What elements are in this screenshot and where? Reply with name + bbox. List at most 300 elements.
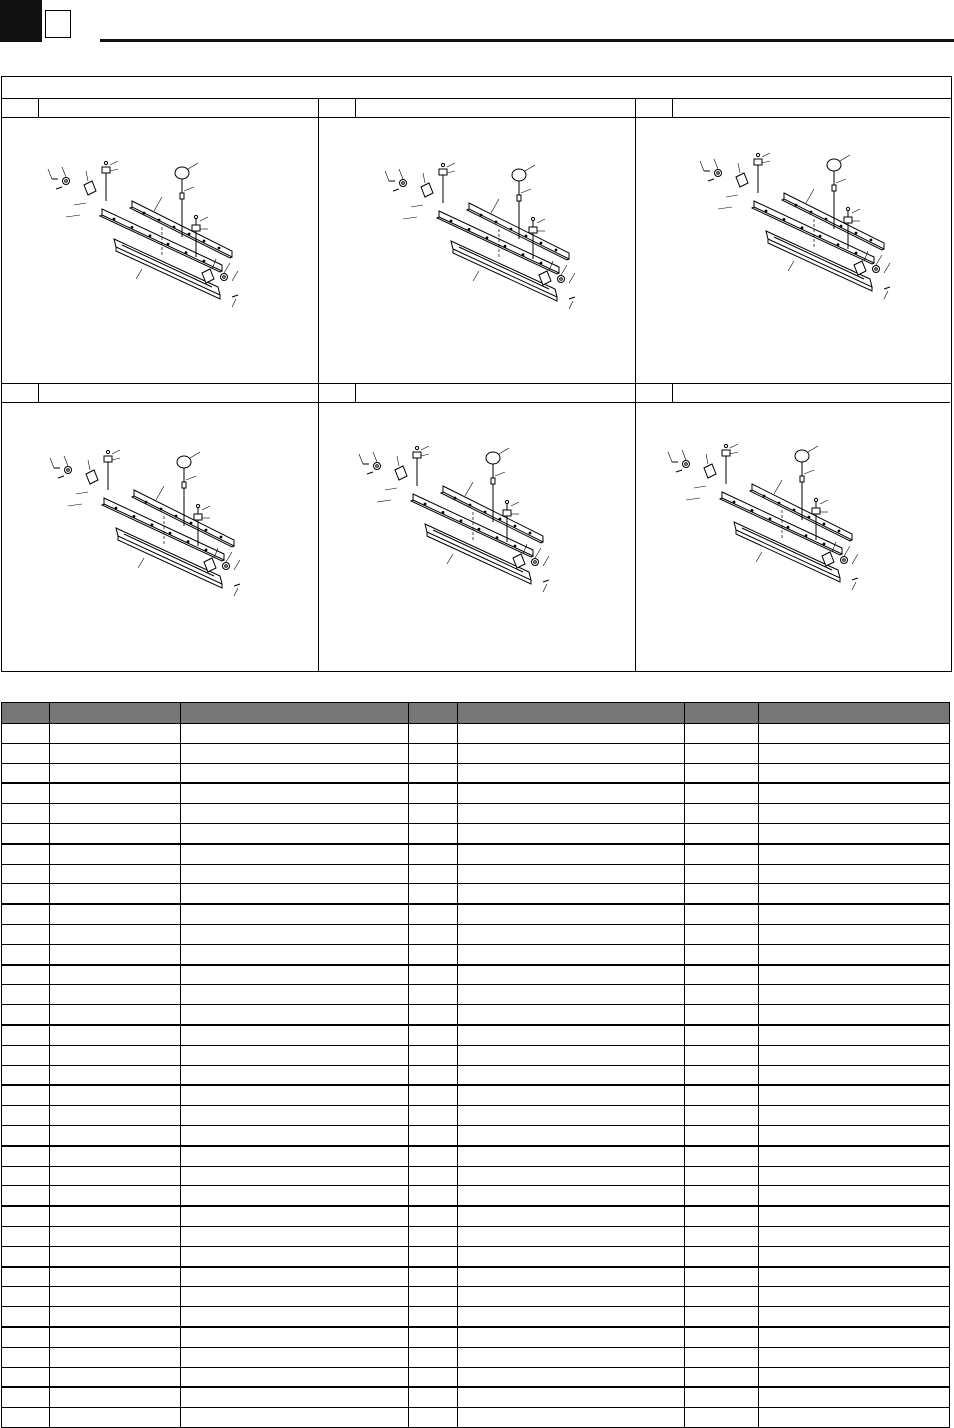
table-cell [759,724,950,744]
table-cell [181,1085,409,1105]
table-cell [759,1347,950,1367]
leader-line [66,215,80,217]
table-cell [458,1267,685,1287]
leader-line [188,163,198,169]
leader-line [359,454,363,464]
table-cell [181,985,409,1005]
leader-line [421,454,429,456]
table-cell [50,884,181,904]
table-cell [759,1206,950,1226]
table-cell [2,1106,50,1126]
rail-hole [808,516,810,518]
table-cell [181,1267,409,1287]
table-cell [181,1005,409,1025]
table-cell [2,724,50,744]
section-number-box [45,10,71,38]
parts-table-body [2,724,950,1428]
rail-hole [499,518,501,520]
panel-header-3 [636,99,950,118]
panel-header-4 [2,384,318,403]
rail-hole [167,243,169,245]
bolt [672,462,682,472]
table-cell [685,864,759,884]
table-cell [759,965,950,985]
leader-line [232,299,236,307]
table-row [2,823,950,843]
rail-hole [145,501,147,503]
leader-line [48,169,52,179]
table-cell [759,904,950,924]
table-cell [181,823,409,843]
bolt [884,287,890,289]
rail-hole [460,520,462,522]
table-cell [50,1246,181,1266]
table-row [2,1367,950,1387]
table-cell [181,743,409,763]
table-cell [409,1387,458,1407]
panel-number [2,384,39,402]
table-cell [458,783,685,803]
exploded-assembly [48,161,238,307]
table-row [2,844,950,864]
table-cell [685,1045,759,1065]
table-cell [50,1166,181,1186]
table-row [2,804,950,824]
leader-line [74,203,86,205]
table-cell [181,1186,409,1206]
table-cell [759,1327,950,1347]
table-cell [181,783,409,803]
leader-line [154,197,162,211]
leader-line [473,271,479,281]
panel-number [319,384,356,402]
table-cell [759,1085,950,1105]
screw [196,504,199,507]
table-cell [181,904,409,924]
screw [814,498,817,501]
table-cell [759,1125,950,1145]
leader-line [411,205,423,207]
hinge-bracket [84,181,96,195]
leader-line [686,498,700,500]
table-cell [458,1085,685,1105]
leader-line [762,153,770,157]
table-cell [685,844,759,864]
table-cell [759,1186,950,1206]
upright-cap [104,456,112,462]
table-cell [685,1085,759,1105]
table-row [2,1408,950,1428]
table-cell [685,1005,759,1025]
table-cell [181,1246,409,1266]
table-row [2,1005,950,1025]
rail-hole [175,515,177,517]
table-cell [685,1347,759,1367]
hinge-bracket [395,466,407,480]
table-cell [458,864,685,884]
leader-line [112,450,120,454]
table-row [2,743,950,763]
bolt [52,179,62,189]
table-cell [50,1327,181,1347]
table-cell [2,1005,50,1025]
table-cell [2,985,50,1005]
extrusion-groove [459,247,549,289]
leader-line [499,448,509,454]
rail-hole [819,235,821,237]
rail-hole [765,210,767,212]
table-cell [759,783,950,803]
rail-hole [810,211,812,213]
rail-hole [115,507,117,509]
table-cell [685,1025,759,1045]
table-cell [409,944,458,964]
hinge-bracket [421,183,433,197]
table-cell [2,1226,50,1246]
extrusion-groove [124,534,214,576]
table-cell [685,1166,759,1186]
leader-line [385,171,389,181]
table-cell [2,743,50,763]
extrusion-groove [433,530,523,572]
upright-cap [722,450,730,456]
table-row [2,1267,950,1287]
washer-hole [875,268,878,271]
table-cell [181,1408,409,1428]
leader-line [537,219,545,223]
upright-cap [413,452,421,458]
leader-line [50,458,54,468]
table-cell [458,804,685,824]
exploded-assembly [385,163,575,309]
hinge-bracket [736,173,748,187]
table-cell [2,965,50,985]
table-row [2,783,950,803]
screw [846,207,849,210]
table-cell [409,823,458,843]
table-row [2,1125,950,1145]
table-cell [409,844,458,864]
table-cell [409,1226,458,1246]
table-cell [409,1367,458,1387]
table-cell [458,944,685,964]
leader-line [852,582,856,590]
rail-hole [495,221,497,223]
table-cell [409,864,458,884]
bolt [704,171,714,181]
table-row [2,724,950,744]
rail-hole [480,214,482,216]
upright-cap [754,159,762,165]
screw [194,215,197,218]
washer-hole [717,172,720,175]
table-cell [685,1387,759,1407]
table-cell [685,1327,759,1347]
table-cell [685,763,759,783]
leader-line [700,161,704,171]
table-cell [409,1106,458,1126]
table-cell [2,1267,50,1287]
rail-hole [173,226,175,228]
table-cell [458,724,685,744]
rail-hole [496,537,498,539]
table-cell [2,1287,50,1307]
table-cell [759,884,950,904]
rail-hole [188,233,190,235]
exploded-assembly [668,444,858,590]
bolt [569,297,575,299]
table-cell [759,1025,950,1045]
table-cell [409,1085,458,1105]
table-cell [685,904,759,924]
table-cell [759,804,950,824]
rail-hole [763,495,765,497]
table-cell [50,1206,181,1226]
table-cell [458,924,685,944]
leader-line [112,458,120,460]
leader-line [694,486,706,488]
table-cell [759,1166,950,1186]
extrusion-groove [122,245,212,287]
table-cell [2,1045,50,1065]
washer-hole [534,561,537,564]
table-cell [409,1408,458,1428]
table-cell [50,1387,181,1407]
exploded-assembly [359,446,549,592]
table-cell [685,1367,759,1387]
leader-line [884,263,890,273]
table-cell [409,1267,458,1287]
panel-number [636,384,673,402]
table-cell [50,1408,181,1428]
table-cell [409,1125,458,1145]
leader-line [788,261,794,271]
table-cell [181,884,409,904]
table-cell [181,1166,409,1186]
table-cell [409,985,458,1005]
rail-hole [751,510,753,512]
leader-line [232,271,238,281]
table-cell [458,1347,685,1367]
screw [505,500,508,503]
table-cell [409,1166,458,1186]
table-cell [409,1025,458,1045]
rail-hole [468,229,470,231]
table-cell [458,1166,685,1186]
leader-line [403,217,417,219]
leader-line [820,500,828,504]
leader-line [377,500,391,502]
upright-cap [812,508,820,514]
bolt [234,584,240,586]
leader-line [569,301,573,309]
table-cell [2,1408,50,1428]
table-cell [759,924,950,944]
leader-line [62,167,66,177]
table-cell [409,724,458,744]
table-cell [685,1186,759,1206]
washer-hole [225,565,228,568]
table-cell [685,1267,759,1287]
table-cell [2,1246,50,1266]
column-header [181,703,409,724]
table-cell [2,1085,50,1105]
table-cell [50,844,181,864]
leader-line [884,291,888,299]
column-header [759,703,950,724]
rail-hole [131,227,133,229]
table-cell [409,743,458,763]
table-cell [759,1005,950,1025]
table-cell [50,985,181,1005]
table-cell [50,924,181,944]
table-cell [685,1125,759,1145]
table-header-row [2,703,950,724]
panel-header-6 [636,384,950,403]
table-cell [2,844,50,864]
leader-line [385,488,397,490]
table-cell [409,1146,458,1166]
rail-hole [840,225,842,227]
table-cell [50,1125,181,1145]
table-cell [181,1206,409,1226]
knob [177,456,191,468]
section-marker-block [0,0,42,42]
table-cell [50,1186,181,1206]
rail-hole [855,252,857,254]
knob [486,452,500,464]
hinge-bracket [704,464,716,478]
table-cell [409,1045,458,1065]
table-cell [685,965,759,985]
table-cell [50,1367,181,1387]
screw [441,163,444,166]
rail-hole [510,228,512,230]
rail-hole [203,240,205,242]
knob [175,167,189,179]
table-cell [458,965,685,985]
leader-line [668,452,672,462]
leader-line [136,269,142,279]
table-cell [2,1186,50,1206]
table-row [2,1186,950,1206]
table-cell [181,1347,409,1367]
table-row [2,1327,950,1347]
panel-header-2 [319,99,635,118]
leader-line [543,584,547,592]
rail-hole [504,245,506,247]
screw [104,161,107,164]
table-cell [50,944,181,964]
table-row [2,985,950,1005]
table-cell [50,1005,181,1025]
table-cell [2,823,50,843]
table-cell [685,1246,759,1266]
leader-line [68,504,82,506]
table-row [2,1226,950,1246]
table-cell [181,944,409,964]
rail-hole [733,501,735,503]
table-cell [759,1246,950,1266]
column-header [2,703,50,724]
table-cell [50,1226,181,1246]
table-cell [50,1045,181,1065]
leader-line [138,558,144,568]
leader-line [804,470,814,474]
rail-hole [801,227,803,229]
table-cell [409,1065,458,1085]
table-row [2,1085,950,1105]
table-cell [409,1246,458,1266]
table-cell [759,1287,950,1307]
leader-line [726,195,738,197]
table-row [2,1206,950,1226]
table-row [2,1146,950,1166]
table-cell [759,763,950,783]
table-cell [2,1327,50,1347]
table-cell [458,1206,685,1226]
table-cell [685,1146,759,1166]
leader-line [86,171,88,181]
table-cell [685,884,759,904]
table-cell [181,804,409,824]
rail-hole [484,511,486,513]
table-cell [759,864,950,884]
table-row [2,1025,950,1045]
knob [827,159,841,171]
table-cell [458,1186,685,1206]
table-cell [458,1226,685,1246]
rail-hole [825,218,827,220]
table-cell [181,1025,409,1045]
extrusion-groove [774,237,864,279]
table-cell [181,1307,409,1327]
table-cell [50,783,181,803]
exploded-view-drawing-4 [2,404,318,670]
leader-line [730,452,738,454]
leader-line [774,480,782,494]
table-cell [685,823,759,843]
leader-line [200,217,208,221]
upright-cap [194,514,202,520]
table-cell [50,1106,181,1126]
leader-line [186,476,196,480]
table-row [2,1065,950,1085]
table-cell [2,1367,50,1387]
table-cell [50,904,181,924]
leader-line [706,454,708,464]
table-cell [181,1045,409,1065]
leader-line [714,159,718,169]
table-cell [409,1307,458,1327]
rail-hole [205,529,207,531]
table-cell [409,1186,458,1206]
upright-cap [439,169,447,175]
table-cell [685,985,759,1005]
leader-line [226,552,232,562]
washer-hole [843,559,846,562]
leader-line [806,189,814,203]
knob [795,450,809,462]
table-cell [50,1065,181,1085]
column-header [409,703,458,724]
table-cell [759,1387,950,1407]
leader-line [421,446,429,450]
panel-header-1 [2,99,318,118]
table-cell [181,1327,409,1347]
washer-hole [67,469,70,472]
rail-hole [450,220,452,222]
